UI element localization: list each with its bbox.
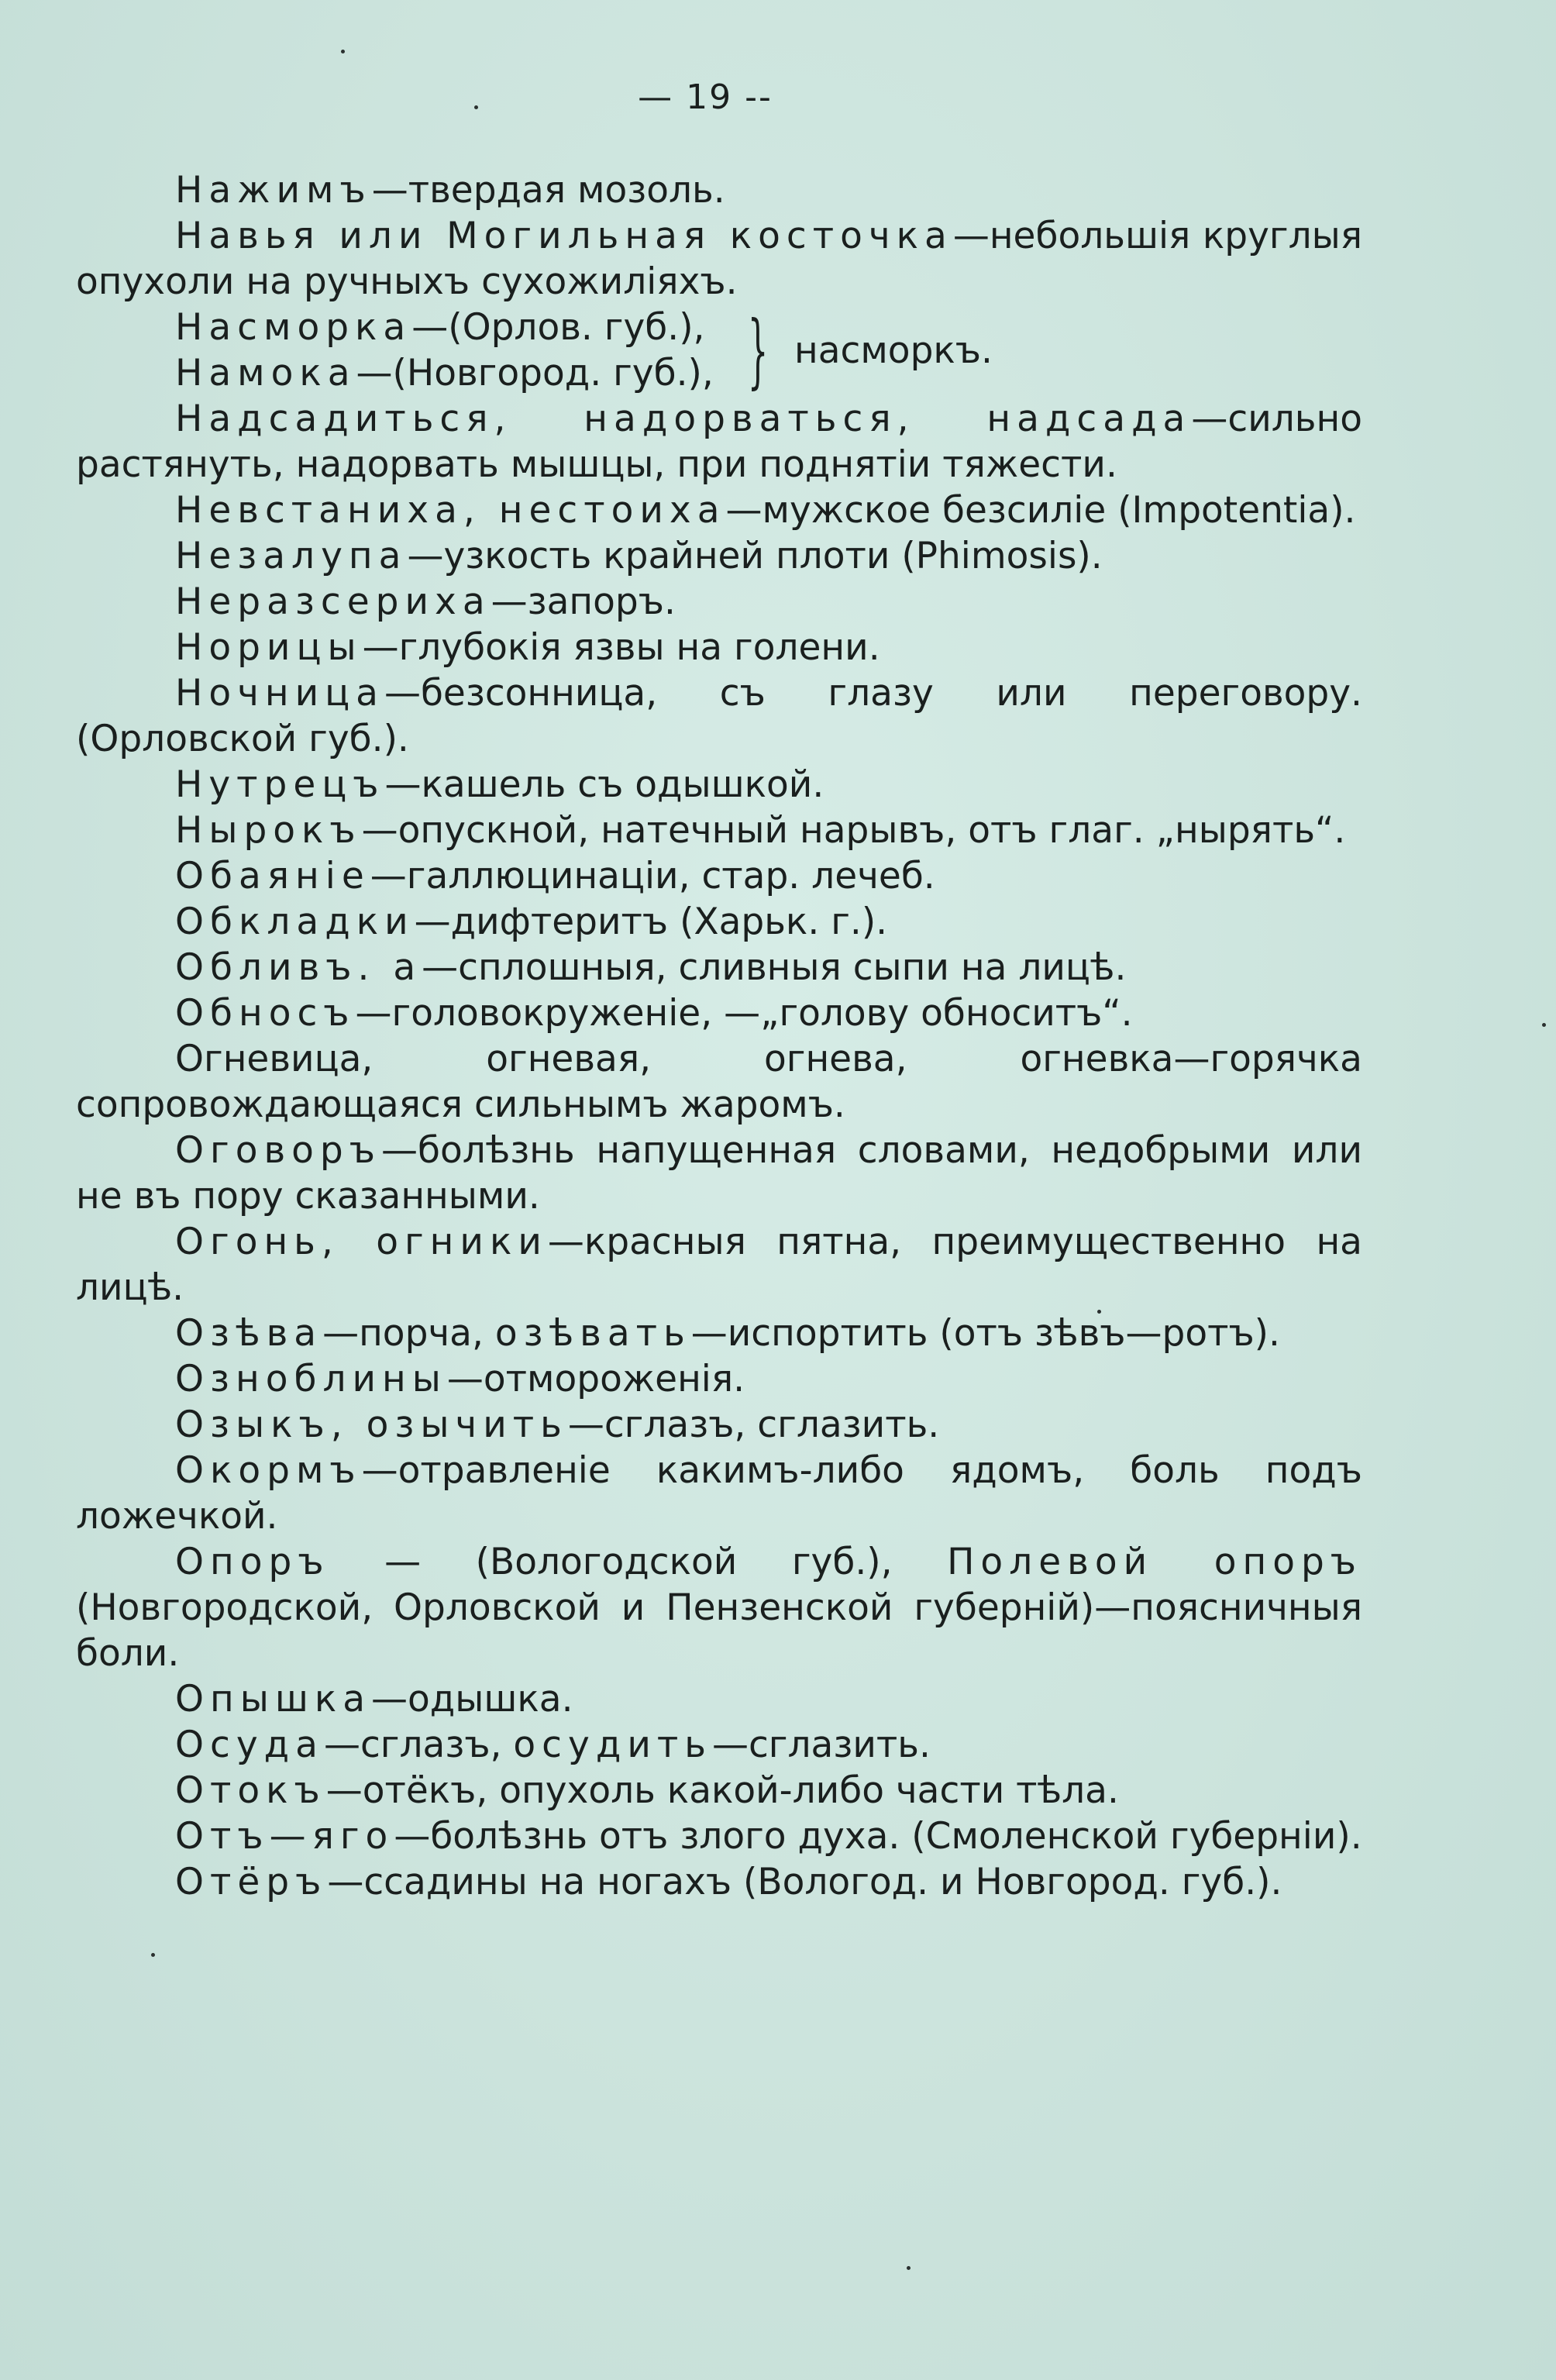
page-number: — 19 -- [638,77,773,117]
entry: Оговоръ—болѣзнь напущенная словами, недобрыми или не въ пору сказанными. [76,1129,1362,1218]
dictionary-text [76,167,1362,1905]
entry: Насморка—(Орлов. губ.), [175,306,705,349]
shared-definition: насморкъ. [793,329,993,372]
entry: Обливъ. а—сплошныя, сливныя сыпи на лицѣ. [175,946,1127,989]
entry: Невстаниха, нестоиха—мужское безсиліе (Impotentia). [175,489,1356,532]
entry: Обаяніе—галлюцинаціи, стар. лечеб. [175,855,935,897]
entry: Отокъ—отёкъ, опухоль какой-либо части тѣла. [175,1769,1119,1812]
entry: Осуда—сглазъ, осудить—сглазить. [175,1724,931,1766]
entry: Озѣва—порча, озѣвать—испортить (отъ зѣвъ—ротъ). [175,1312,1280,1355]
entry: Огневица, огневая, огнева, огневка—горячка сопровождающаяся сильнымъ жаромъ. [76,1038,1362,1126]
entry: Обкладки—дифтеритъ (Харьк. г.). [175,901,888,943]
entry: Отъ—яго—болѣзнь отъ злого духа. (Смоленской губерніи). [175,1815,1362,1858]
entry: Незалупа—узкость крайней плоти (Phimosis). [175,535,1103,577]
entry: Обносъ—головокруженіе, —„голову обноситъ“. [175,992,1133,1035]
entry: Ночница—безсонница, съ глазу или переговору. (Орловской губ.). [76,672,1362,760]
entry: Опышка—одышка. [175,1678,573,1720]
entry: Неразсериха—запоръ. [175,580,676,623]
entry: Надсадиться, надорваться, надсада—сильно растянуть, надорвать мышцы, при поднятіи тяжести. [76,398,1362,486]
brace: } [747,303,769,398]
entry: Огонь, огники—красныя пятна, преимущественно на лицѣ. [76,1221,1362,1309]
entry: Озноблины—отмороженія. [175,1358,745,1400]
entry: Отёръ—ссадины на ногахъ (Вологод. и Новгород. губ.). [175,1861,1282,1903]
entry: Норицы—глубокія язвы на голени. [175,626,880,669]
entry: Опоръ — (Вологодской губ.), Полевой опоръ (Новгородской, Орловской и Пензенской губерній)—поясничныя боли. [76,1541,1362,1675]
entry: Окормъ—отравленіе какимъ-либо ядомъ, боль подъ ложечкой. [76,1449,1362,1538]
entry: Навья или Могильная косточка—небольшія круглыя опухоли на ручныхъ сухожиліяхъ. [76,215,1362,303]
entry: Нутрецъ—кашель съ одышкой. [175,763,824,806]
entry: Нажимъ—твердая мозоль. [175,169,725,212]
entry: Нырокъ—опускной, натечный нарывъ, отъ глаг. „нырять“. [175,809,1346,852]
entry: Намока—(Новгород. губ.), [175,352,714,394]
entry-brace-group [76,305,1362,396]
entry: Озыкъ, озычить—сглазъ, сглазить. [175,1404,940,1446]
